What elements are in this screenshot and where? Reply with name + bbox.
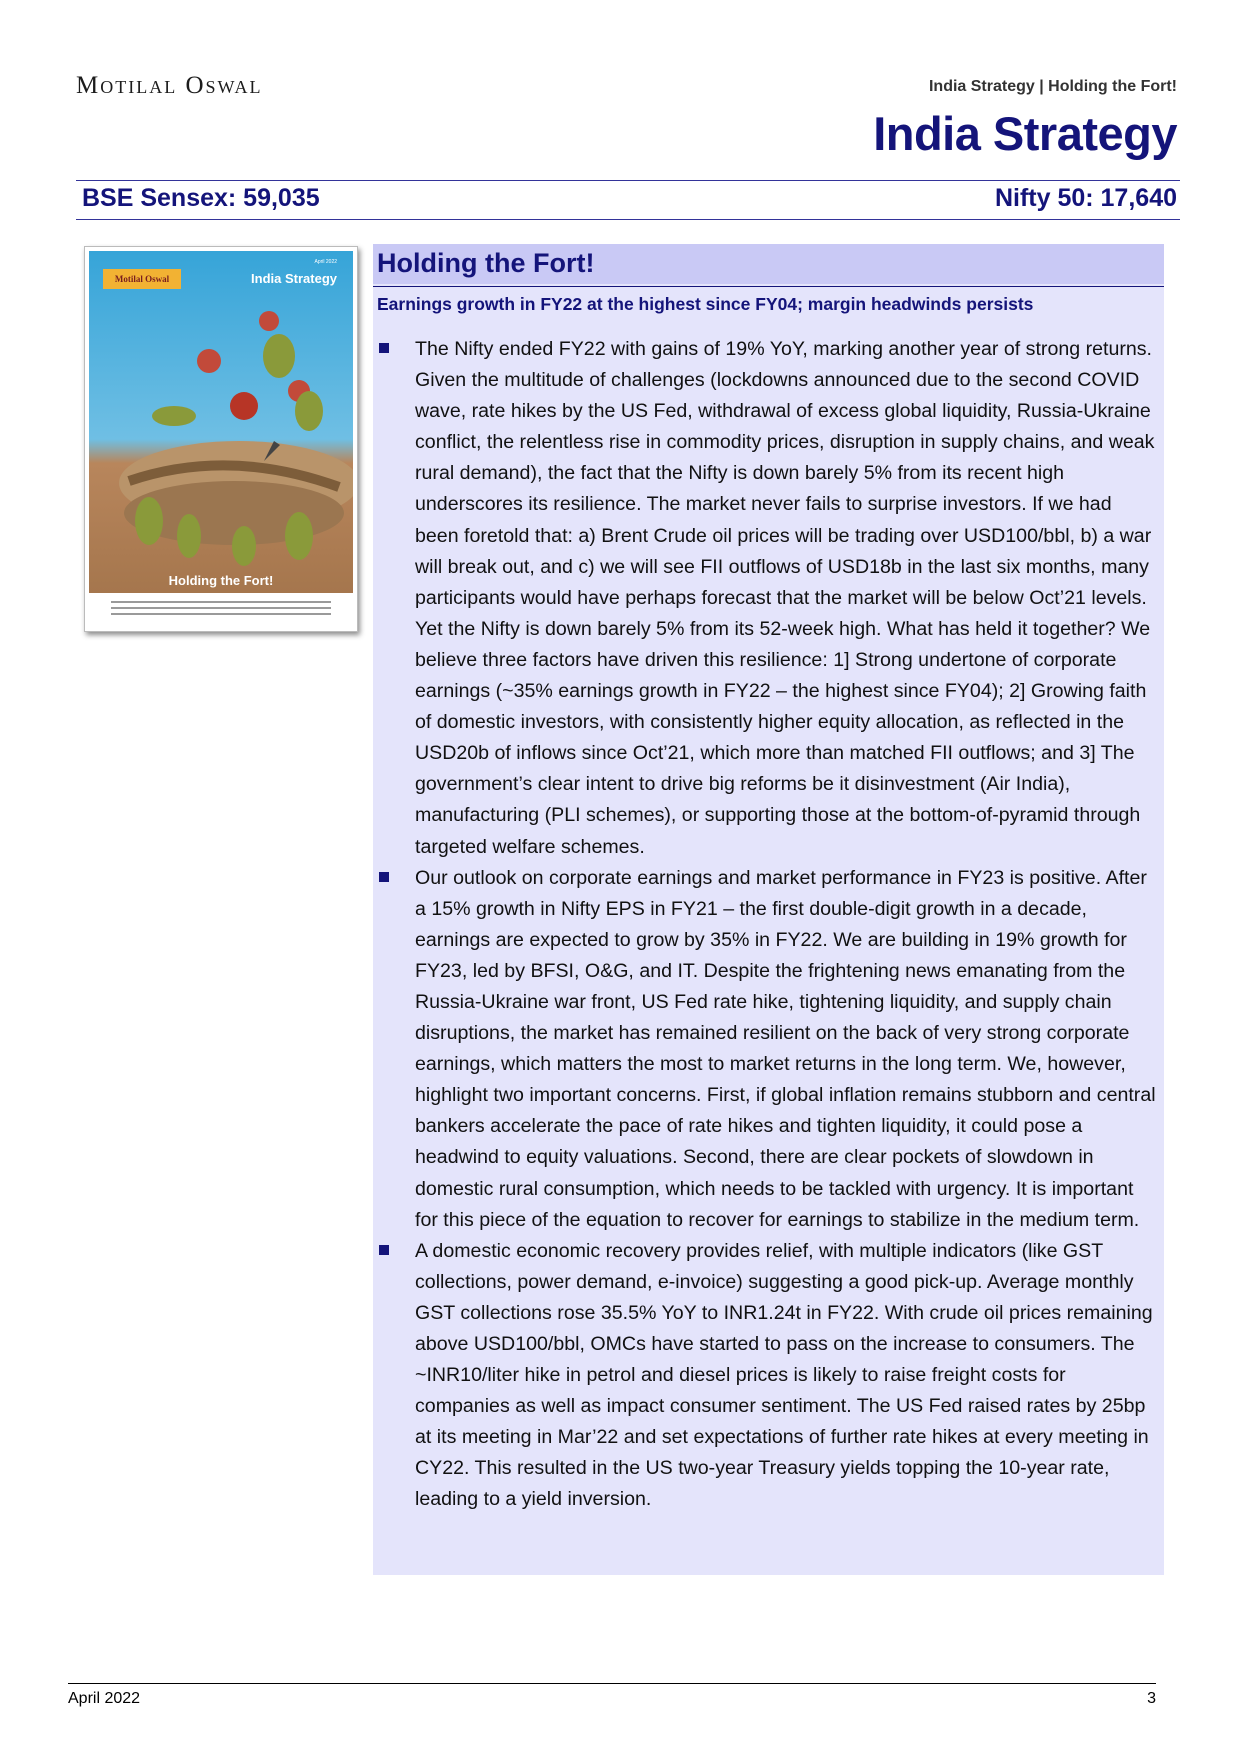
cover-title: India Strategy (251, 271, 337, 286)
bullet-text: Our outlook on corporate earnings and market performance in FY23 is positive. After a 15% growth in Nifty EPS in FY21 – the first double-digit growth in a decade, earnings are expected to grow by 35% in FY22. We are building in 19% growth for FY23, led by BFSI, O&G, and IT. Despite the frightening news emanating from the Russia-Ukraine war front, US Fed rate hike, tightening liquidity, and supply chain disruptions, the market has remained resilient on the back of very strong corporate earnings, which matters the most to market returns in the long term. We, however, highlight two important concerns. First, if global inflation remains stubborn and central bankers accelerate the pace of rate hikes and tighten liquidity, it could pose a headwind to equity valuations. Second, there are clear pockets of slowdown in domestic rural consumption, which needs to be tackled with urgency. It is important for this piece of the equation to recover for earnings to stabilize in the medium term. (415, 866, 1156, 1231)
header-rule-bottom (76, 219, 1180, 220)
square-bullet-icon (379, 343, 389, 353)
footer-date: April 2022 (68, 1690, 141, 1707)
section-title: Holding the Fort! (377, 248, 595, 278)
nifty-value: Nifty 50: 17,640 (994, 184, 1177, 212)
footer-rule (68, 1683, 1156, 1684)
bullet-item (373, 334, 1164, 863)
square-bullet-icon (379, 1245, 389, 1255)
section-title-bar (373, 244, 1164, 284)
header-rule-top (76, 180, 1180, 181)
page-number: 3 (1147, 1690, 1156, 1707)
cover-soldiers-art (89, 251, 353, 593)
square-bullet-icon (379, 872, 389, 882)
bullet-list (373, 334, 1164, 1516)
cover-logo: Motilal Oswal (103, 269, 181, 289)
sensex-value: BSE Sensex: 59,035 (82, 184, 320, 212)
report-cover-image (84, 246, 358, 632)
bullet-item (373, 863, 1164, 1236)
section-subtitle: Earnings growth in FY22 at the highest since FY04; margin headwinds persists (377, 294, 1034, 314)
report-subtitle: India Strategy | Holding the Fort! (928, 78, 1177, 95)
cover-caption: Holding the Fort! (168, 573, 274, 588)
section-title-rule (373, 286, 1164, 287)
report-title: India Strategy (873, 107, 1177, 160)
bullet-item (373, 1236, 1164, 1516)
cover-illustration (89, 251, 353, 593)
cover-date: April 2022 (314, 259, 337, 265)
bullet-text: The Nifty ended FY22 with gains of 19% YoY, marking another year of strong returns. Given the multitude of challenges (lockdowns announced due to the second COVID wave, rate hikes by the US Fed, withdrawal of excess global liquidity, Russia-Ukraine conflict, the relentless rise in commodity prices, disruption in supply chains, and weak rural demand), the fact that the Nifty is down barely 5% from its recent high underscores its resilience. The market never fails to surprise investors. If we had been foretold that: a) Brent Crude oil prices will be trading over USD100/bbl, b) a war will break out, and c) we will see FII outflows of USD18b in the last six months, many participants would have perhaps forecast that the market will be below Oct’21 levels. Yet the Nifty is down barely 5% from its 52-week high. What has held it together? We believe three factors have driven this resilience: 1] Strong undertone of corporate earnings (~35% earnings growth in FY22 – the highest since FY04); 2] Growing faith of domestic investors, with consistently higher equity allocation, as reflected in the USD20b of inflows since Oct’21, which more than matched FII outflows; and 3] The government’s clear intent to drive big reforms be it disinvestment (Air India), manufacturing (PLI schemes), or supporting those at the bottom-of-pyramid through targeted welfare schemes. (415, 338, 1155, 858)
cover-footer-lines (95, 597, 347, 625)
brand-logo: Motilal Oswal (76, 72, 263, 99)
bullet-text: A domestic economic recovery provides relief, with multiple indicators (like GST collections, power demand, e-invoice) suggesting a good pick-up. Average monthly GST collections rose 35.5% YoY to INR1.24t in FY22. With crude oil prices remaining above USD100/bbl, OMCs have started to pass on the increase to consumers. The ~INR10/liter hike in petrol and diesel prices is likely to raise freight costs for companies as well as impact consumer sentiment. The US Fed raised rates by 25bp at its meeting in Mar’22 and set expectations of further rate hikes at every meeting in CY22. This resulted in the US two-year Treasury yields topping the 10-year rate, leading to a yield inversion. (415, 1239, 1153, 1511)
